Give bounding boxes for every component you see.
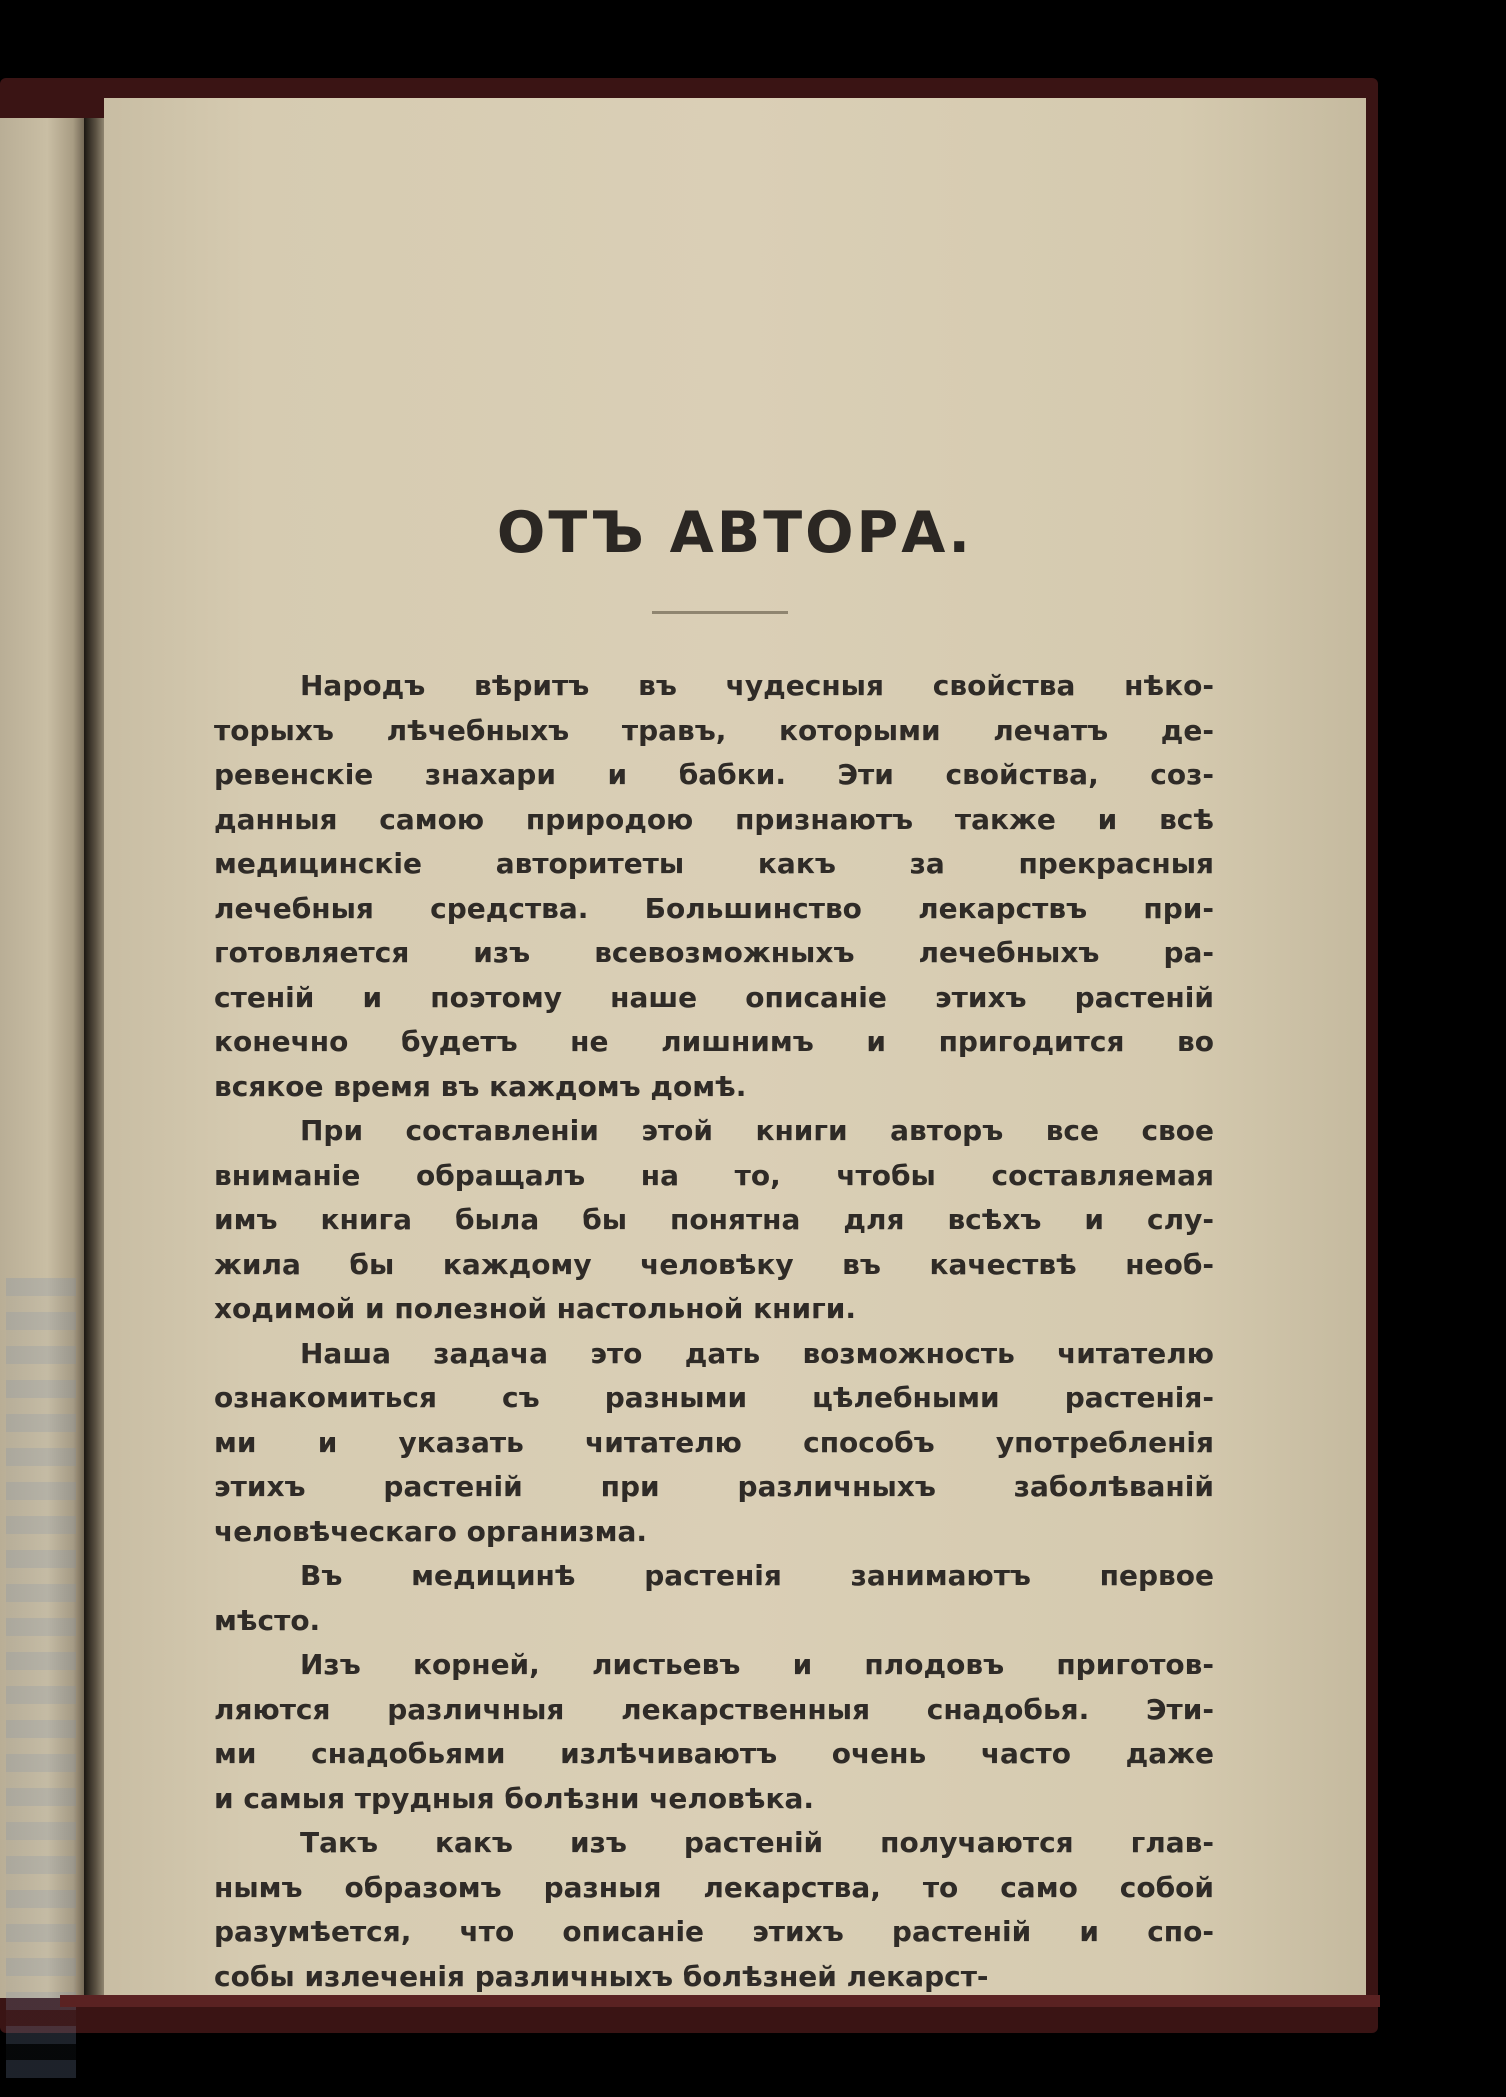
book-bottom-edge [60,1995,1380,2007]
text-line: Въ медицинѣ растенія занимаютъ первое [300,1559,1214,1592]
title-divider [652,611,788,614]
text-line: готовляется изъ всевозможныхъ лечебныхъ ра- [214,936,1214,969]
text-line: При составленіи этой книги авторъ все свое [300,1114,1214,1147]
text-line: мѣсто. [214,1603,321,1637]
text-line: жила бы каждому человѣку въ качествѣ необ- [214,1247,1214,1281]
text-line: стеній и поэтому наше описаніе этихъ растеній [214,980,1214,1014]
text-line: всякое время въ каждомъ домѣ. [214,1069,747,1103]
text-line: Народъ вѣритъ въ чудесныя свойства нѣко- [300,669,1214,702]
text-line: разумѣется, что описаніе этихъ растеній и спо- [214,1915,1214,1948]
text-line: ми снадобьями излѣчиваютъ очень часто даже [214,1737,1214,1770]
text-line: ревенскіе знахари и бабки. Эти свойства, соз- [214,758,1214,791]
library-stamp [6,1278,76,2078]
text-line: лечебныя средства. Большинство лекарствъ при- [214,891,1214,925]
text-line: Такъ какъ изъ растеній получаются глав- [300,1826,1214,1859]
text-line: медицинскіе авторитеты какъ за прекрасныя [214,847,1214,880]
text-line: этихъ растеній при различныхъ заболѣваній [214,1470,1214,1503]
text-line: и самыя трудныя болѣзни человѣка. [214,1781,815,1815]
text-line: вниманіе обращалъ на то, чтобы составляемая [214,1158,1214,1192]
text-line: ми и указать читателю способъ употребленія [214,1425,1214,1459]
text-line: данныя самою природою признаютъ также и всѣ [214,802,1214,836]
previous-page-edge [0,118,86,1998]
text-line: торыхъ лѣчебныхъ травъ, которыми лечатъ де- [214,713,1214,747]
text-line: собы излеченія различныхъ болѣзней лекарст- [214,1959,989,1993]
text-line: конечно будетъ не лишнимъ и пригодится во [214,1025,1214,1058]
text-line: человѣческаго организма. [214,1514,648,1548]
text-line: Наша задача это дать возможность читателю [300,1336,1214,1370]
text-line: Изъ корней, листьевъ и плодовъ приготов- [300,1648,1214,1681]
text-line: ходимой и полезной настольной книги. [214,1292,857,1325]
preface-text [214,664,1214,1999]
text-line: имъ книга была бы понятна для всѣхъ и слу- [214,1203,1214,1236]
text-line: ознакомиться съ разными цѣлебными растенія- [214,1381,1214,1414]
page-title: ОТЪ АВТОРА. [496,500,974,566]
text-line: нымъ образомъ разныя лекарства, то само собой [214,1870,1214,1904]
text-line: ляются различныя лекарственныя снадобья. Эти- [214,1692,1214,1726]
book-page [104,98,1366,1998]
